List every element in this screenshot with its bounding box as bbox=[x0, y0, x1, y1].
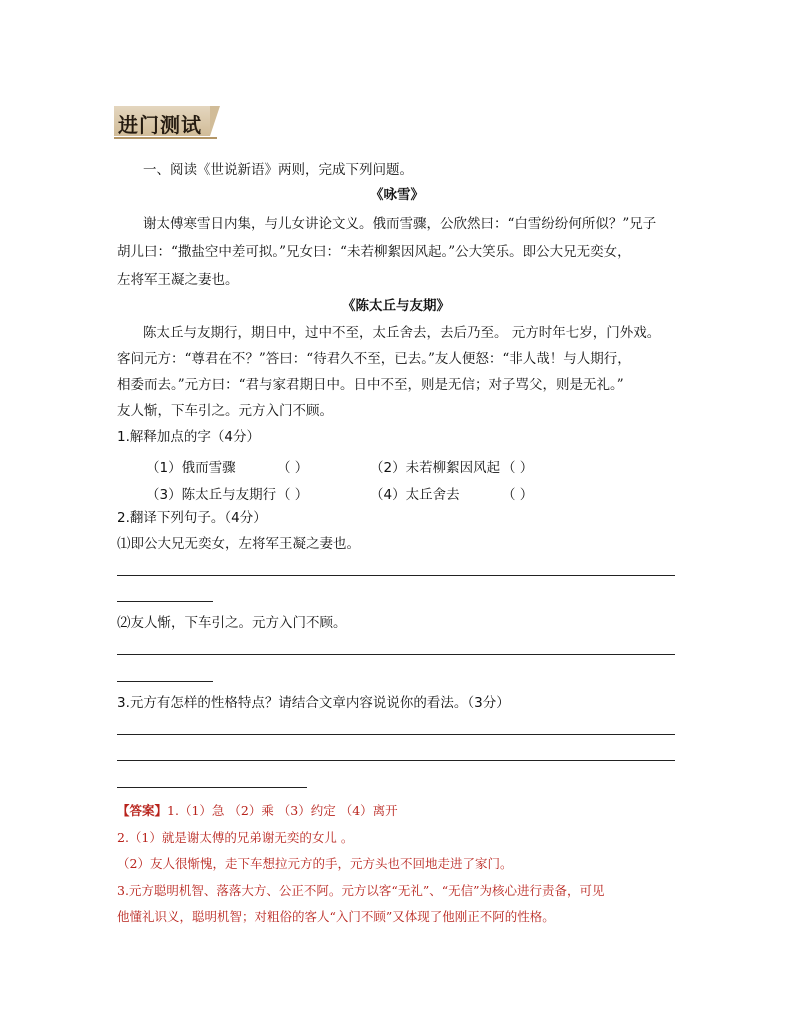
q1-item-blank[interactable]: （ ） bbox=[502, 460, 534, 476]
answer-line[interactable] bbox=[117, 760, 675, 761]
answer-1: 1.（1）急 （2）乘 （3）约定 （4）离开 bbox=[167, 803, 398, 818]
passage2-line: 相委而去。”元方曰：“君与家君期日中。日中不至，则是无信；对子骂父，则是无礼。” bbox=[117, 377, 624, 393]
answer-3-2: 他懂礼识义，聪明机智；对粗俗的客人“入门不顾”又体现了他刚正不阿的性格。 bbox=[117, 909, 555, 924]
passage1-line: 谢太傅寒雪日内集，与儿女讲论文义。俄而雪骤，公欣然曰：“白雪纷纷何所似？”兄子 bbox=[143, 216, 657, 232]
q2-stem: 2.翻译下列句子。（4分） bbox=[117, 510, 267, 526]
q1-item-label: （1）俄而雪骤 bbox=[146, 460, 236, 476]
answer-line[interactable] bbox=[117, 575, 675, 576]
answer-3-1: 3.元方聪明机智、落落大方、公正不阿。元方以客“无礼”、“无信”为核心进行责备，可见 bbox=[117, 883, 605, 898]
passage2-line: 友人惭，下车引之。元方入门不顾。 bbox=[117, 403, 333, 419]
q1-stem: 1.解释加点的字（4分） bbox=[117, 429, 260, 445]
q1-item-blank[interactable]: （ ） bbox=[502, 487, 534, 503]
passage1-line: 左将军王凝之妻也。 bbox=[117, 272, 239, 288]
passage2-line: 陈太丘与友期行，期日中，过中不至，太丘舍去，去后乃至。 元方时年七岁，门外戏。 bbox=[143, 325, 661, 341]
passage1-title: 《咏雪》 bbox=[370, 187, 424, 203]
q2-sentence-1: ⑴即公大兄无奕女，左将军王凝之妻也。 bbox=[117, 536, 360, 552]
answer-tag: 【答案】 bbox=[117, 803, 168, 818]
section-tag-corner bbox=[210, 106, 220, 136]
section-tag bbox=[114, 106, 217, 140]
q3-stem: 3.元方有怎样的性格特点？请结合文章内容说说你的看法。（3分） bbox=[117, 695, 510, 711]
q1-item-label: （3）陈太丘与友期行 bbox=[146, 487, 277, 503]
passage2-title: 《陈太丘与友期》 bbox=[342, 298, 450, 314]
answer-line[interactable] bbox=[117, 654, 675, 655]
q2-sentence-2: ⑵友人惭，下车引之。元方入门不顾。 bbox=[117, 615, 347, 631]
question-intro: 一、阅读《世说新语》两则，完成下列问题。 bbox=[143, 162, 413, 178]
q1-item-blank[interactable]: （ ） bbox=[277, 487, 309, 503]
q1-item-label: （4）太丘舍去 bbox=[370, 487, 460, 503]
answer-line[interactable] bbox=[117, 734, 675, 735]
answer-line-1 bbox=[117, 801, 398, 819]
passage2-line: 客问元方：“尊君在不？”答曰：“待君久不至，已去。”友人便怒：“非人哉！与人期行， bbox=[117, 351, 631, 367]
answer-2-1: 2.（1）就是谢太傅的兄弟谢无奕的女儿 。 bbox=[117, 830, 354, 845]
q1-item-label: （2）未若柳絮因风起 bbox=[370, 460, 501, 476]
passage1-line: 胡儿曰：“撒盐空中差可拟。”兄女曰：“未若柳絮因风起。”公大笑乐。即公大兄无奕女， bbox=[117, 244, 631, 260]
answer-2-2: （2）友人很惭愧，走下车想拉元方的手，元方头也不回地走进了家门。 bbox=[117, 856, 513, 871]
answer-line[interactable] bbox=[117, 787, 307, 788]
answer-line[interactable] bbox=[117, 601, 213, 602]
answer-line[interactable] bbox=[117, 681, 213, 682]
section-title: 进门测试 bbox=[118, 113, 202, 137]
q1-item-blank[interactable]: （ ） bbox=[277, 460, 309, 476]
